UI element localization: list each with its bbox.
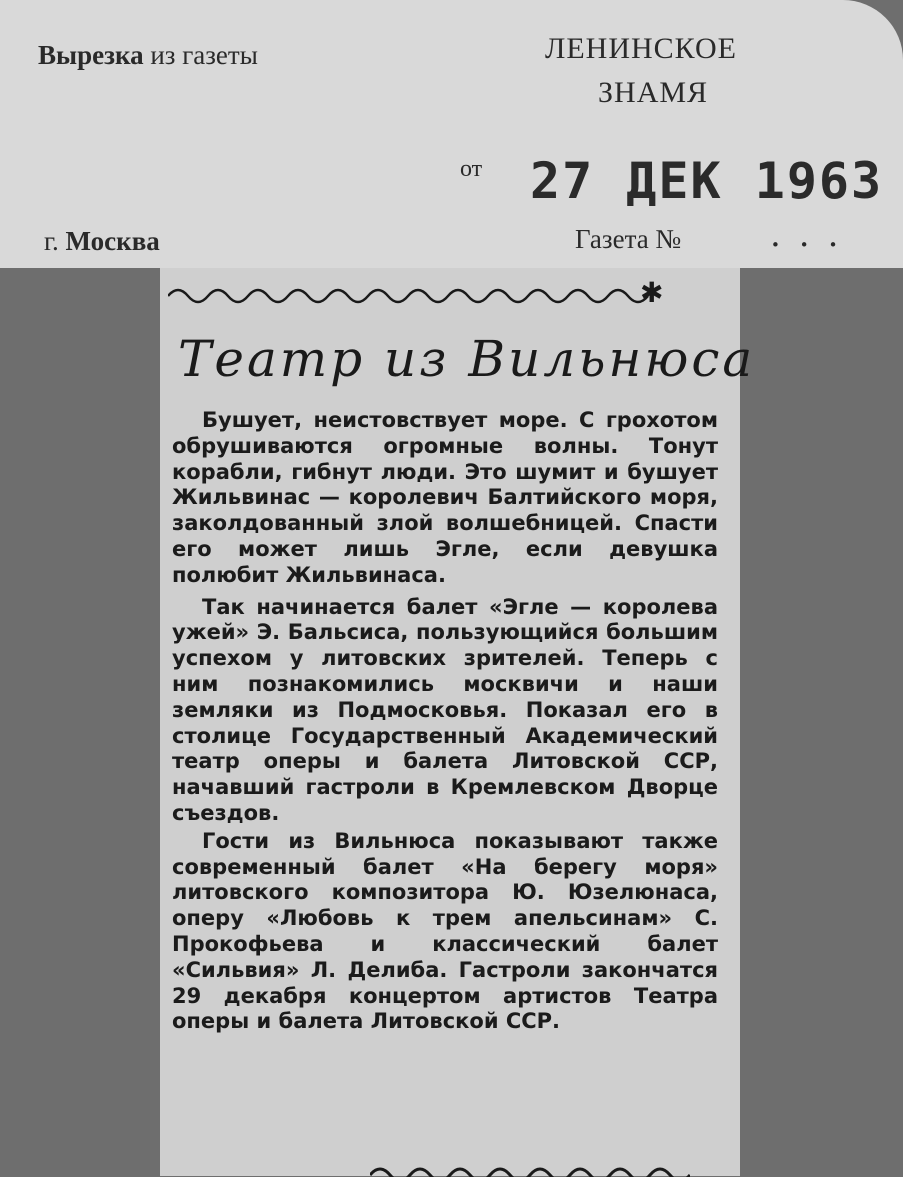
bottom-ornament-icon (370, 1163, 690, 1177)
city-prefix: г. (44, 226, 59, 256)
city-line (44, 226, 160, 257)
article-body (172, 408, 718, 1035)
article-paragraph-1: Бушует, неистовствует море. С грохотом обрушиваются огромные волны. Тонут корабли, гибнут люди. Это шумит и бушует Жильвинас — королевич Балтийского моря, заколдованный злой волшебницей. Спасти его может лишь Эгле, если девушка полюбит Жильвинаса. (172, 408, 718, 587)
issue-label: Газета № (575, 224, 682, 254)
source-label-rest: из газеты (150, 40, 258, 70)
newspaper-name-line1: ЛЕНИНСКОЕ (545, 32, 737, 65)
article-paragraph-2: Так начинается балет «Эгле — королева ужей» Э. Бальсиса, пользующийся большим успехом у литовских зрителей. Теперь с ним познакомились москвичи и наши земляки из Подмосковья. Показал его в столице Государственный Академический театр оперы и балета Литовской ССР, начавший гастроли в Кремлевском Дворце съездов. (172, 594, 718, 825)
newspaper-name-line2: ЗНАМЯ (598, 76, 709, 109)
newspaper-clipping (160, 268, 756, 1176)
article-title: Театр из Вильнюса (178, 330, 756, 388)
wavy-rule-icon (168, 276, 668, 306)
asterisk-ornament-icon: ✱ (640, 276, 664, 309)
clipping-form-header (0, 0, 903, 268)
city-name: Москва (65, 226, 160, 256)
source-label-bold: Вырезка (38, 40, 144, 70)
source-label (38, 40, 258, 71)
date-prefix: от (460, 156, 483, 182)
issue-dots: ... (770, 215, 857, 255)
article-paragraph-3: Гости из Вильнюса показывают также современный балет «На берегу моря» литовского композитора Ю. Юзелюнаса, оперу «Любовь к трем апельсинам» С. Прокофьева и классический балет «Сильвия» Л. Делиба. Гастроли закончатся 29 декабря концертом артистов Театра оперы и балета Литовской ССР. (172, 828, 718, 1034)
date-stamp: 27 ДЕК 1963 (530, 152, 884, 210)
